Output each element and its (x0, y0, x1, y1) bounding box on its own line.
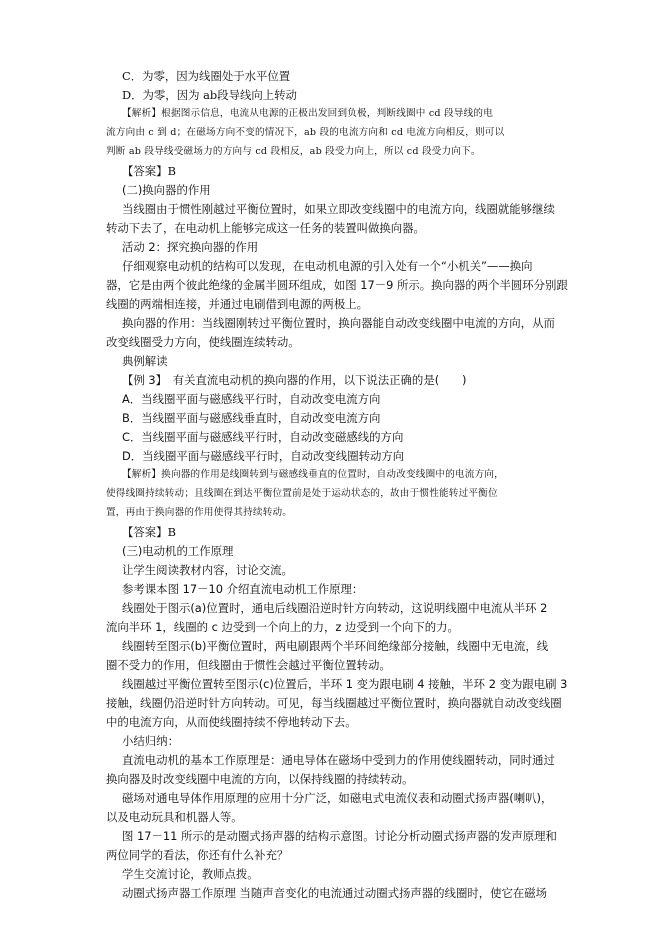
text-line-sec2-p3b: 改变线圈受力方向，使线圈连续转动。 (106, 335, 300, 349)
text-line-summary-p2a: 磁场对通电导体作用原理的应用十分广泛，如磁电式电流仪表和动圈式扬声器(喇叭)， (122, 791, 553, 805)
text-line-sec3-p5a: 线圈越过平衡位置转至图示(c)位置后，半环 1 变为跟电刷 4 接触，半环 2 变为跟电刷 3 (122, 677, 568, 691)
text-line-summary-p3b: 两位同学的看法，你还有什么补充？ (106, 848, 289, 862)
text-line-analysis-3a: 【解析】换向器的作用是线圈转到与磁感线垂直的位置时，自动改变线圈中的电流方向， (122, 469, 504, 480)
text-line-summary-p5: 动圈式扬声器工作原理 当随声音变化的电流通过动圈式扬声器的线圈时，使它在磁场 (122, 886, 548, 900)
text-line-ex3-opt-d: D．当线圈平面与磁感线平行时，自动改变线圈转动方向 (122, 449, 405, 463)
text-line-summary-p1a: 直流电动机的基本工作原理是：通电导体在磁场中受到力的作用使线圈转动，同时通过 (122, 753, 555, 767)
text-line-sec2-p1a: 当线圈由于惯性刚越过平衡位置时，如果立即改变线圈中的电流方向，线圈就能够继续 (122, 202, 555, 216)
text-line-summary-p3a: 图 17－11 所示的是动圈式扬声器的结构示意图。讨论分析动圈式扬声器的发声原理和 (122, 829, 557, 843)
text-line-analysis-1c: 判断 ab 段导线受磁场力的方向与 cd 段相反，ab 段受力向上，所以 cd 段受力向下。 (106, 146, 481, 157)
text-line-sec3-p1: 让学生阅读教材内容，讨论交流。 (122, 563, 293, 577)
text-line-sec2-p1b: 转动下去了，在电动机上能够完成这一任务的装置叫做换向器。 (106, 221, 425, 235)
text-line-example-title: 典例解读 (122, 354, 168, 368)
text-line-sec3-p3b: 流向半环 1，线圈的 c 边受到一个向上的力，z 边受到一个向下的力。 (106, 620, 459, 634)
text-line-sec2-title: (二)换向器的作用 (122, 183, 211, 197)
text-line-sec3-p4a: 线圈转至图示(b)平衡位置时，两电刷跟两个半环间绝缘部分接触，线圈中无电流，线 (122, 639, 549, 653)
text-line-analysis-1b: 流方向由 c 到 d；在磁场方向不变的情况下，ab 段的电流方向和 cd 电流方向相反，则可以 (106, 127, 505, 138)
text-line-sec3-p5c: 中的电流方向，从而使线圈持续不停地转动下去。 (106, 715, 357, 729)
text-line-answer-1: 【答案】B (122, 164, 176, 178)
text-line-ex3-opt-b: B．当线圈平面与磁感线垂直时，自动改变电流方向 (122, 411, 381, 425)
text-line-answer-3: 【答案】B (122, 525, 176, 539)
text-line-sec2-p2a: 仔细观察电动机的结构可以发现，在电动机电源的引入处有一个“小机关”——换向 (122, 259, 533, 273)
text-line-summary-p1b: 换向器及时改变线圈中电流的方向，以保持线圈的持续转动。 (106, 772, 414, 786)
text-line-activity2: 活动 2：探究换向器的作用 (122, 240, 259, 254)
text-line-ex3-opt-c: C．当线圈平面与磁感线平行时，自动改变磁感线的方向 (122, 430, 404, 444)
text-line-sec2-p2b: 器，它是由两个彼此绝缘的金属半圆环组成，如图 17－9 所示。换向器的两个半圆环分别跟 (106, 278, 568, 292)
text-line-summary-p4: 学生交流讨论，教师点拨。 (122, 867, 259, 881)
text-line-sec3-p5b: 接触，线圈仍沿逆时针方向转动。可见，每当线圈越过平衡位置时，换向器就自动改变线圈 (106, 696, 562, 710)
text-line-sec3-p4b: 圈不受力的作用，但线圈由于惯性会越过平衡位置转动。 (106, 658, 391, 672)
text-line-summary-p2b: 以及电动玩具和机器人等。 (106, 810, 243, 824)
text-line-sec2-p2c: 线圈的两端相连接，并通过电刷借到电源的两极上。 (106, 297, 368, 311)
text-line-sec3-p2: 参考课本图 17－10 介绍直流电动机工作原理： (122, 582, 364, 596)
text-line-example3-q: 【例 3】 有关直流电动机的换向器的作用，以下说法正确的是( ) (122, 373, 467, 387)
text-line-analysis-1a: 【解析】根据图示信息，电流从电源的正极出发回到负极，判断线圈中 cd 段导线的电 (122, 108, 493, 119)
text-line-ex3-opt-a: A．当线圈平面与磁感线平行时，自动改变电流方向 (122, 392, 381, 406)
text-line-sec3-p3a: 线圈处于图示(a)位置时，通电后线圈沿逆时针方向转动，这说明线圈中电流从半环 2 (122, 601, 548, 615)
text-line-analysis-3b: 使得线圈持续转动；且线圈在到达平衡位置前是处于运动状态的，故由于惯性能转过平衡位 (106, 488, 498, 499)
text-line-sec2-p3a: 换向器的作用：当线圈刚转过平衡位置时，换向器能自动改变线圈中电流的方向，从而 (122, 316, 555, 330)
text-line-opt-c-1: C．为零，因为线圈处于水平位置 (122, 69, 291, 83)
text-line-summary-title: 小结归纳： (122, 734, 179, 748)
text-line-opt-d-1: D．为零，因为 ab段导线向上转动 (122, 88, 297, 102)
text-line-analysis-3c: 置，再由于换向器的作用使得其持续转动。 (106, 507, 293, 518)
text-line-sec3-title: (三)电动机的工作原理 (122, 544, 234, 558)
